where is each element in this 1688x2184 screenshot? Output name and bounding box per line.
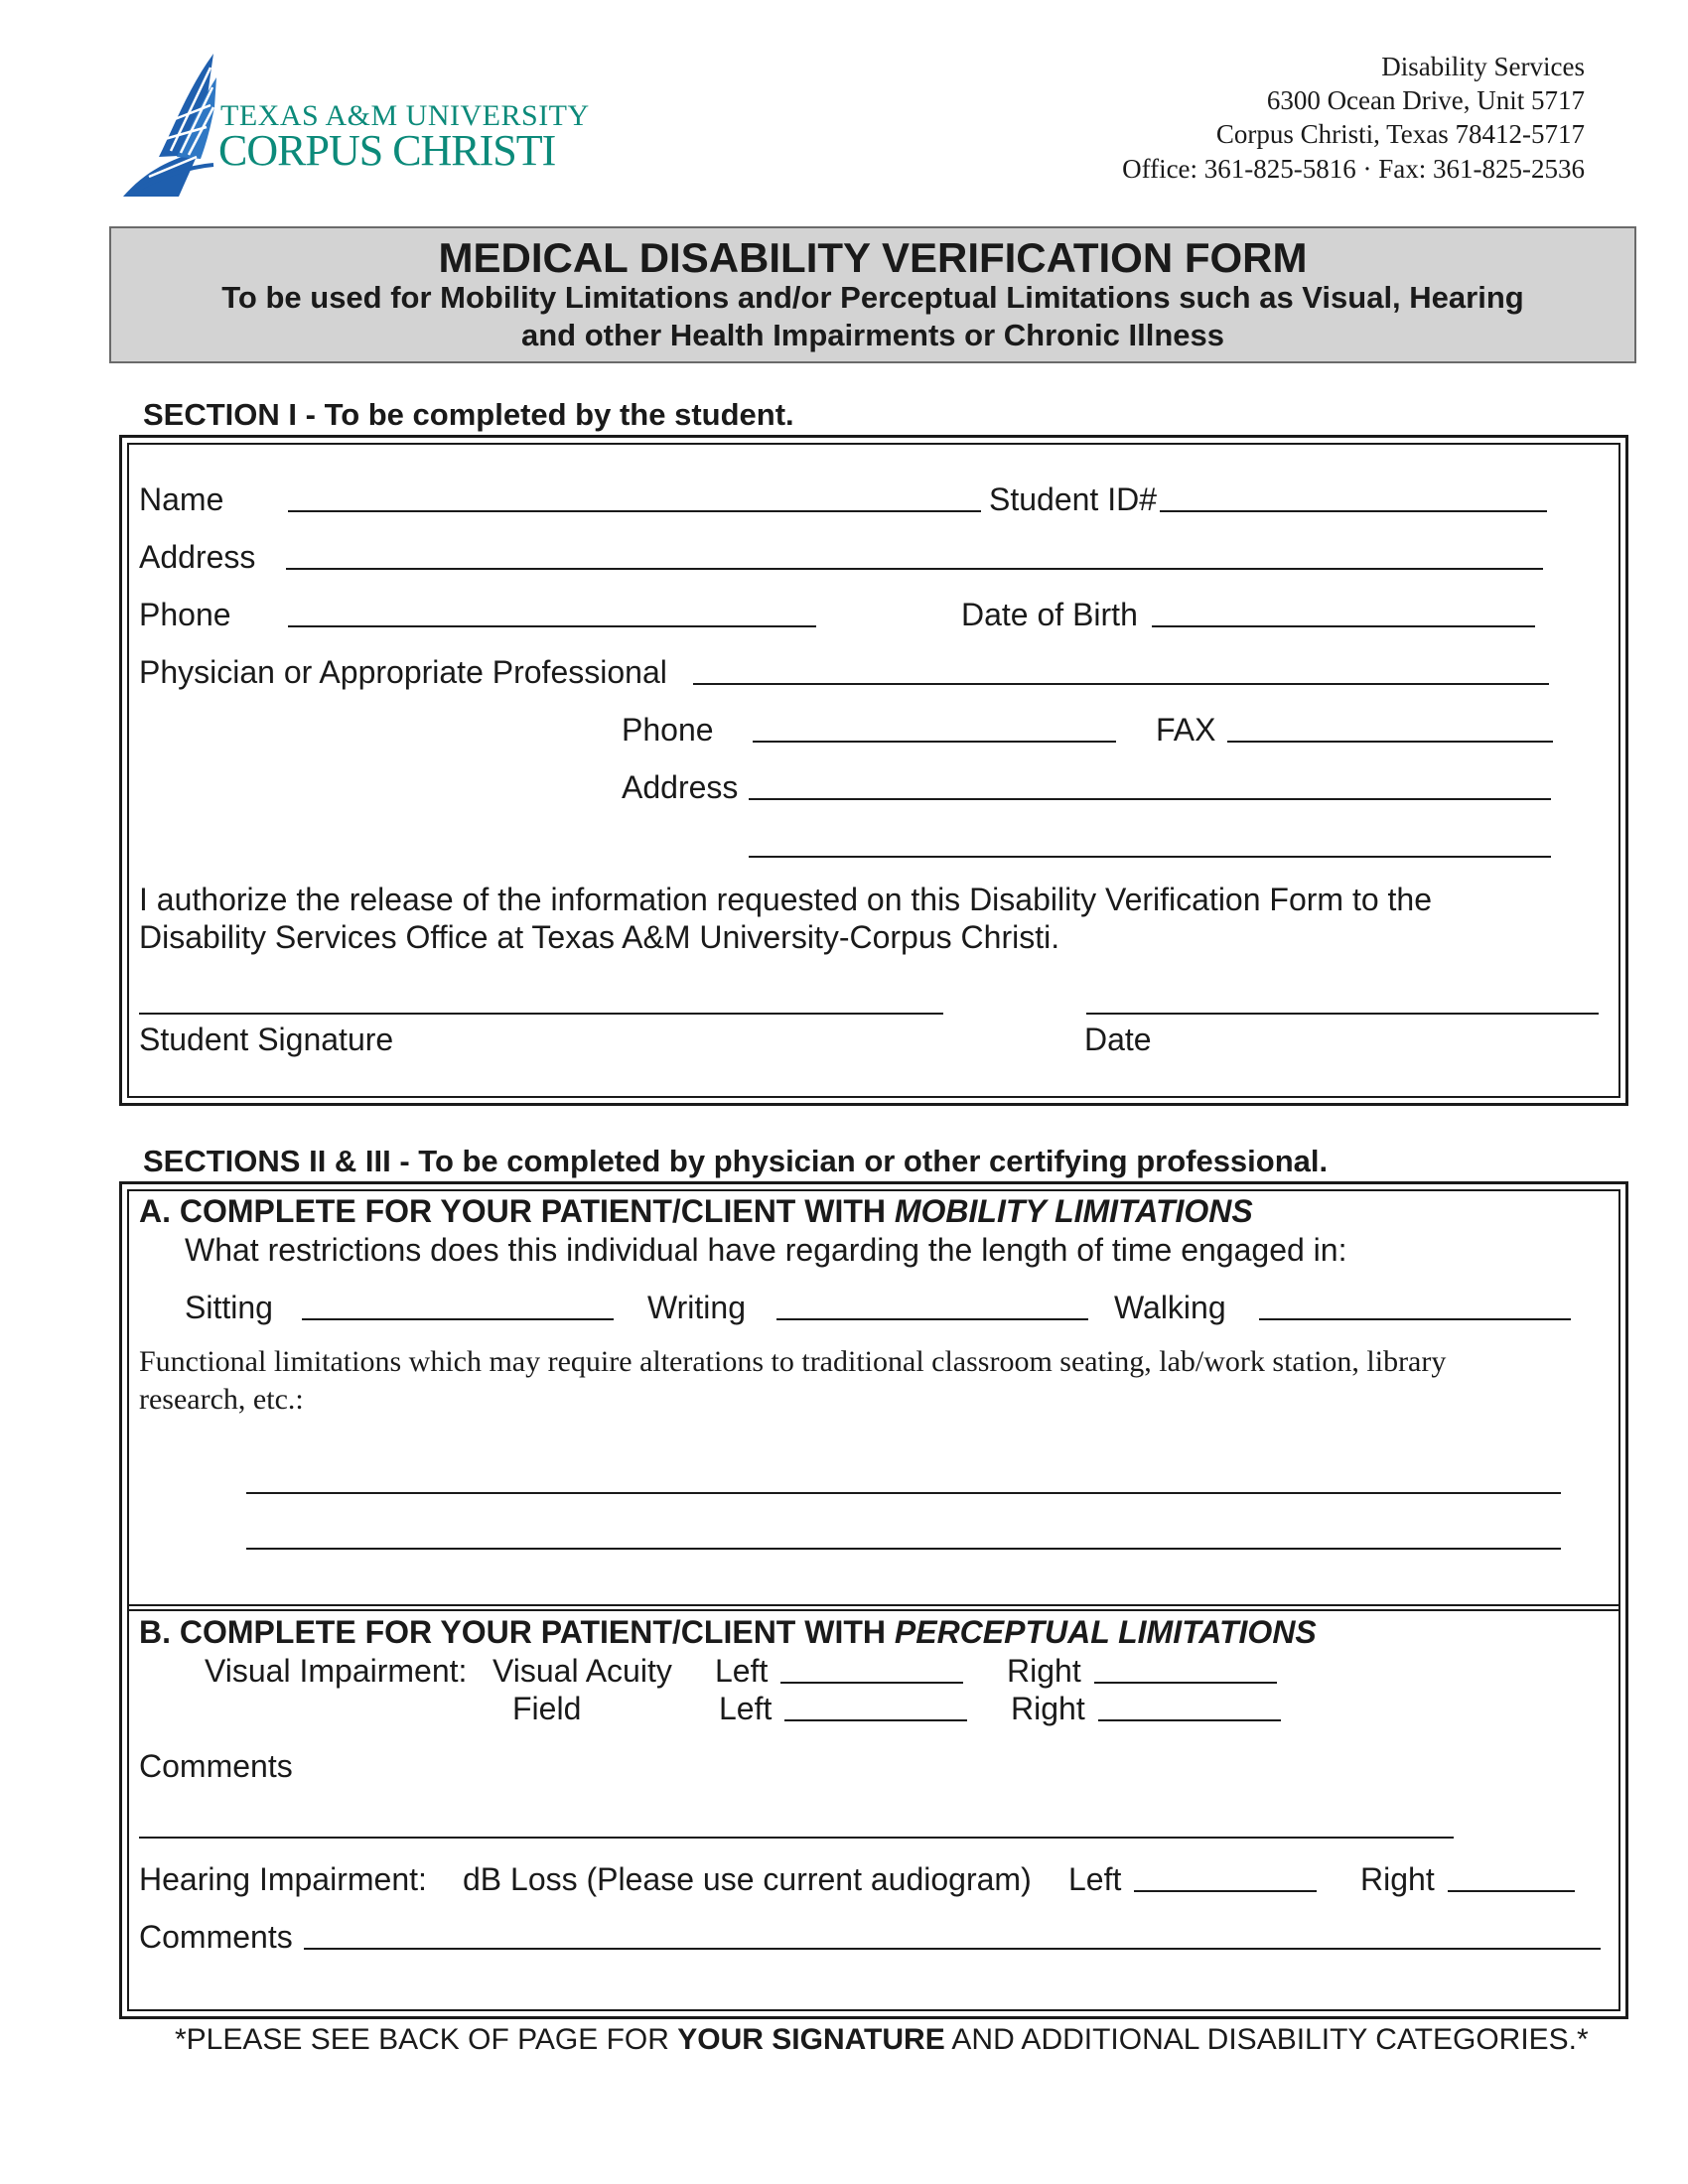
field-right-field[interactable]	[1098, 1719, 1281, 1721]
hearing-left-field[interactable]	[1134, 1890, 1317, 1892]
hearing-right-label: Right	[1360, 1861, 1435, 1897]
section23-heading: SECTIONS II & III - To be completed by physician or other certifying professional.	[143, 1144, 1329, 1178]
acuity-right-label: Right	[1007, 1653, 1081, 1689]
section1-box	[119, 435, 1628, 1106]
sitting-field[interactable]	[302, 1318, 614, 1320]
section-a-heading-emphasis: MOBILITY LIMITATIONS	[894, 1193, 1253, 1229]
physician-fax-label: FAX	[1156, 712, 1216, 748]
hearing-comments-label: Comments	[139, 1919, 293, 1955]
physician-address-field-1[interactable]	[749, 798, 1551, 800]
address-label: Address	[139, 539, 256, 575]
functional-limitations-field-1[interactable]	[246, 1492, 1561, 1494]
section-a-question: What restrictions does this individual have regarding the length of time engaged in:	[185, 1232, 1347, 1268]
acuity-right-field[interactable]	[1094, 1682, 1277, 1684]
address-field[interactable]	[286, 568, 1543, 570]
physician-address-label: Address	[622, 769, 739, 805]
hearing-left-label: Left	[1068, 1861, 1122, 1897]
walking-label: Walking	[1114, 1290, 1226, 1325]
signature-date-label: Date	[1084, 1022, 1152, 1057]
footer-note-bold: YOUR SIGNATURE	[677, 2023, 945, 2056]
physician-phone-label: Phone	[622, 712, 714, 748]
hearing-impairment-label: Hearing Impairment:	[139, 1861, 427, 1897]
student-id-field[interactable]	[1160, 510, 1547, 512]
acuity-left-field[interactable]	[780, 1682, 963, 1684]
functional-limitations-line2: research, etc.:	[139, 1383, 304, 1416]
db-loss-label: dB Loss (Please use current audiogram)	[463, 1861, 1032, 1897]
writing-field[interactable]	[776, 1318, 1088, 1320]
functional-limitations-field-2[interactable]	[246, 1548, 1561, 1550]
phone-field[interactable]	[288, 625, 816, 627]
form-title-box	[109, 226, 1636, 363]
section-b-heading-emphasis: PERCEPTUAL LIMITATIONS	[894, 1614, 1317, 1650]
address-office-name: Disability Services	[1381, 52, 1585, 81]
visual-acuity-label: Visual Acuity	[492, 1653, 672, 1689]
field-label: Field	[512, 1691, 582, 1726]
section-a-heading-prefix: A. COMPLETE FOR YOUR PATIENT/CLIENT WITH	[139, 1193, 895, 1229]
field-left-field[interactable]	[784, 1719, 967, 1721]
section-b-heading	[139, 1614, 1317, 1651]
visual-comments-field[interactable]	[139, 1837, 1454, 1839]
hearing-comments-field[interactable]	[304, 1948, 1601, 1950]
name-label: Name	[139, 481, 224, 517]
field-left-label: Left	[719, 1691, 773, 1726]
name-field[interactable]	[288, 510, 981, 512]
section-a-heading	[139, 1193, 1253, 1230]
hearing-right-field[interactable]	[1448, 1890, 1575, 1892]
phone-label: Phone	[139, 597, 231, 632]
section-b-heading-prefix: B. COMPLETE FOR YOUR PATIENT/CLIENT WITH	[139, 1614, 895, 1650]
dob-label: Date of Birth	[961, 597, 1138, 632]
address-street: 6300 Ocean Drive, Unit 5717	[1266, 85, 1585, 115]
address-phone-fax: Office: 361-825-5816 · Fax: 361-825-2536	[1122, 154, 1585, 184]
visual-comments-label: Comments	[139, 1748, 293, 1784]
physician-address-field-2[interactable]	[749, 856, 1551, 858]
form-subtitle-line1: To be used for Mobility Limitations and/or Perceptual Limitations such as Visual, Hearing	[221, 280, 1524, 315]
logo-text-campus: CORPUS CHRISTI	[218, 126, 556, 175]
section-ab-divider-bottom	[127, 1609, 1620, 1611]
functional-limitations-line1: Functional limitations which may require alterations to traditional classroom seating, lab/work station, library	[139, 1345, 1447, 1378]
address-city: Corpus Christi, Texas 78412-5717	[1215, 119, 1585, 149]
physician-field[interactable]	[693, 683, 1549, 685]
footer-note-part2: AND ADDITIONAL DISABILITY CATEGORIES.*	[944, 2023, 1589, 2056]
authorization-text-line1: I authorize the release of the information requested on this Disability Verification Form to the	[139, 882, 1433, 917]
footer-note	[175, 2021, 1589, 2059]
logo-text-university: TEXAS A&M UNIVERSITY	[220, 99, 590, 132]
walking-field[interactable]	[1259, 1318, 1571, 1320]
physician-fax-field[interactable]	[1227, 741, 1553, 743]
physician-label: Physician or Appropriate Professional	[139, 654, 667, 690]
acuity-left-label: Left	[715, 1653, 769, 1689]
dob-field[interactable]	[1152, 625, 1535, 627]
section-ab-divider-top	[127, 1604, 1620, 1606]
signature-date-field[interactable]	[1086, 1013, 1599, 1015]
physician-phone-field[interactable]	[753, 741, 1116, 743]
form-subtitle-line2: and other Health Impairments or Chronic Illness	[521, 318, 1224, 352]
form-title: MEDICAL DISABILITY VERIFICATION FORM	[438, 234, 1308, 281]
footer-note-part1: *PLEASE SEE BACK OF PAGE FOR	[175, 2023, 678, 2056]
section1-heading: SECTION I - To be completed by the student.	[143, 397, 794, 432]
sitting-label: Sitting	[185, 1290, 273, 1325]
visual-impairment-label: Visual Impairment:	[205, 1653, 468, 1689]
student-signature-label: Student Signature	[139, 1022, 394, 1057]
student-signature-field[interactable]	[139, 1013, 943, 1015]
authorization-text-line2: Disability Services Office at Texas A&M University-Corpus Christi.	[139, 919, 1060, 955]
field-right-label: Right	[1011, 1691, 1085, 1726]
writing-label: Writing	[647, 1290, 746, 1325]
student-id-label: Student ID#	[989, 481, 1157, 517]
